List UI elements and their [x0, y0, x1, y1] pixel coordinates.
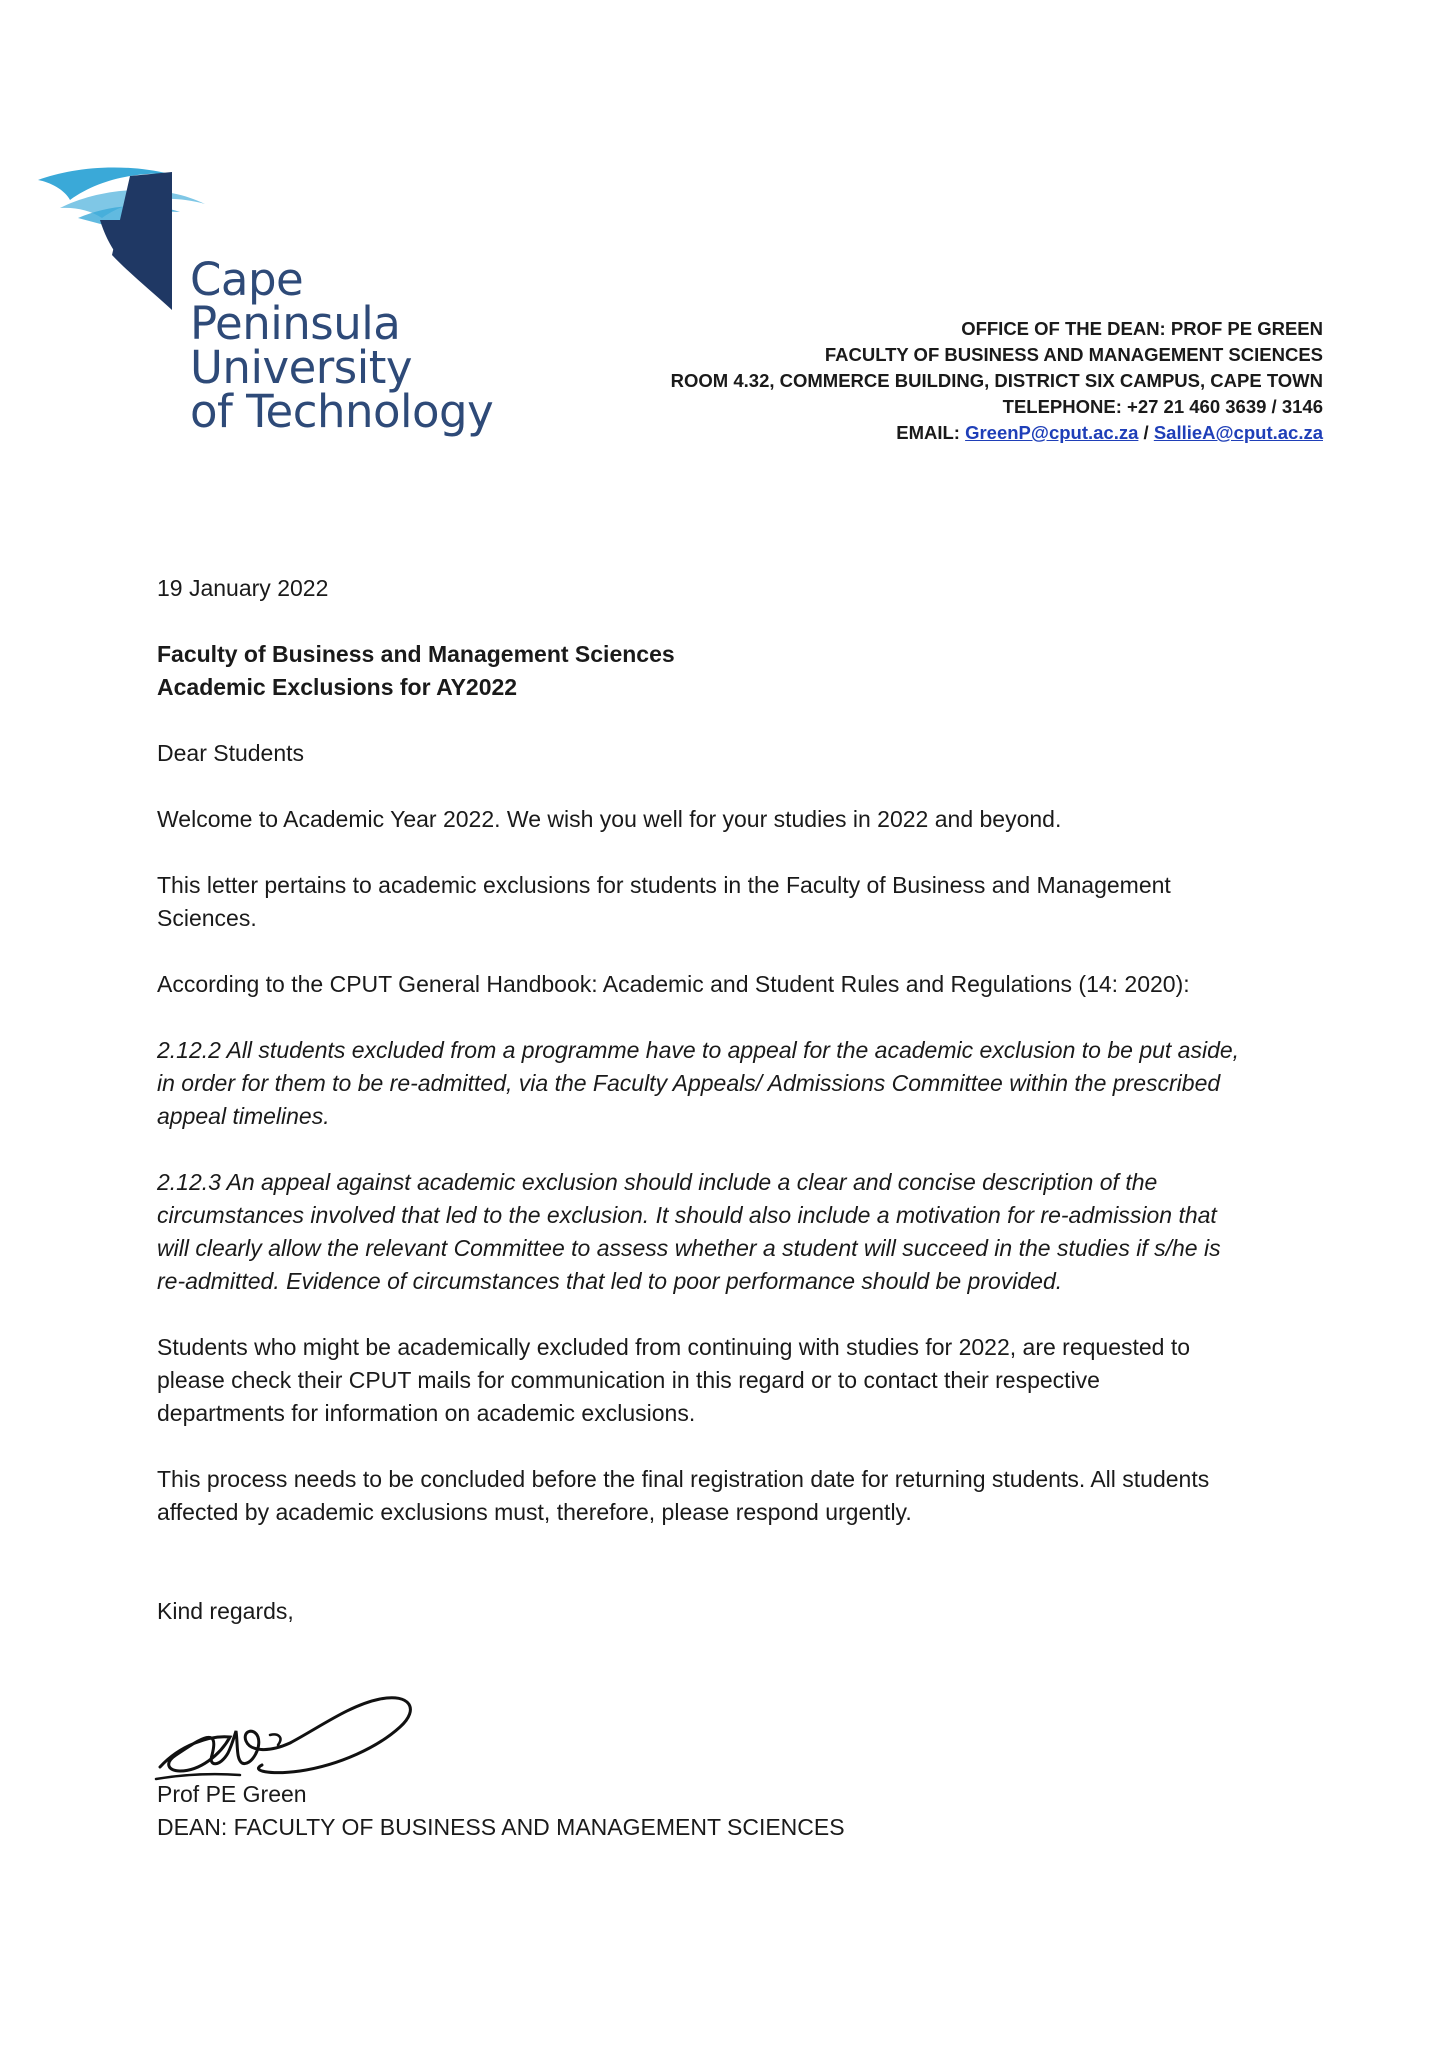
rule-line: will clearly allow the relevant Committee to assess whether a student will succeed in the studies if s/he is [157, 1235, 1221, 1261]
letterhead-faculty: FACULTY OF BUSINESS AND MANAGEMENT SCIENCES [824, 344, 1323, 365]
signature-icon [150, 1675, 430, 1795]
paragraph-line: This process needs to be concluded before the final registration date for returning students. All students [157, 1466, 1210, 1492]
logo-line-university: University [190, 341, 412, 394]
email-separator: / [1143, 422, 1149, 443]
rule-line: re-admitted. Evidence of circumstances that led to poor performance should be provided. [157, 1268, 1063, 1294]
letterhead-telephone: TELEPHONE: +27 21 460 3639 / 3146 [1002, 396, 1323, 417]
signatory [157, 1778, 1327, 1844]
subject-line-1: Faculty of Business and Management Sciences [157, 641, 675, 667]
paragraph-line: This letter pertains to academic exclusions for students in the Faculty of Business and Management [157, 872, 1171, 898]
paragraph-handbook: According to the CPUT General Handbook: Academic and Student Rules and Regulations (14: 2020): [157, 971, 1190, 997]
rule-2-12-3 [157, 1166, 1327, 1298]
letter-date: 19 January 2022 [157, 575, 329, 601]
letterhead-room: ROOM 4.32, COMMERCE BUILDING, DISTRICT SIX CAMPUS, CAPE TOWN [670, 370, 1323, 391]
signatory-title: DEAN: FACULTY OF BUSINESS AND MANAGEMENT SCIENCES [157, 1814, 845, 1840]
letterhead-email [671, 420, 1323, 446]
letterhead-office: OFFICE OF THE DEAN: PROF PE GREEN [961, 318, 1323, 339]
rule-line: appeal timelines. [157, 1103, 330, 1129]
logo-line-technology: of Technology [190, 385, 494, 438]
university-logo [30, 160, 494, 460]
logo-line-peninsula: Peninsula [190, 297, 401, 350]
email-link-sallie[interactable]: SallieA@cput.ac.za [1153, 422, 1323, 443]
paragraph-deadline [157, 1463, 1327, 1529]
logo-line-cape: Cape [190, 253, 304, 306]
closing: Kind regards, [157, 1598, 294, 1624]
paragraph-line: Sciences. [157, 905, 257, 931]
letter-subject [157, 638, 1327, 704]
signatory-name: Prof PE Green [157, 1781, 307, 1807]
paragraph-check-mails [157, 1331, 1327, 1430]
email-link-green[interactable]: GreenP@cput.ac.za [965, 422, 1139, 443]
rule-line: 2.12.2 All students excluded from a programme have to appeal for the academic exclusion to be put aside, [157, 1037, 1240, 1063]
paragraph-welcome: Welcome to Academic Year 2022. We wish you well for your studies in 2022 and beyond. [157, 806, 1062, 832]
letterhead [671, 316, 1323, 446]
paragraph-line: Students who might be academically excluded from continuing with studies for 2022, are requested to [157, 1334, 1191, 1360]
rule-line: in order for them to be re-admitted, via the Faculty Appeals/ Admissions Committee within the prescribed [157, 1070, 1221, 1096]
rule-2-12-2 [157, 1034, 1327, 1133]
email-label: EMAIL: [896, 422, 960, 443]
rule-line: 2.12.3 An appeal against academic exclusion should include a clear and concise description of the [157, 1169, 1158, 1195]
paragraph-purpose [157, 869, 1327, 935]
rule-line: circumstances involved that led to the exclusion. It should also include a motivation for re-admission that [157, 1202, 1217, 1228]
subject-line-2: Academic Exclusions for AY2022 [157, 674, 518, 700]
logo-wordmark [190, 253, 494, 438]
paragraph-line: please check their CPUT mails for communication in this regard or to contact their respective [157, 1367, 1100, 1393]
salutation: Dear Students [157, 740, 305, 766]
paragraph-line: departments for information on academic exclusions. [157, 1400, 696, 1426]
paragraph-line: affected by academic exclusions must, therefore, please respond urgently. [157, 1499, 912, 1525]
